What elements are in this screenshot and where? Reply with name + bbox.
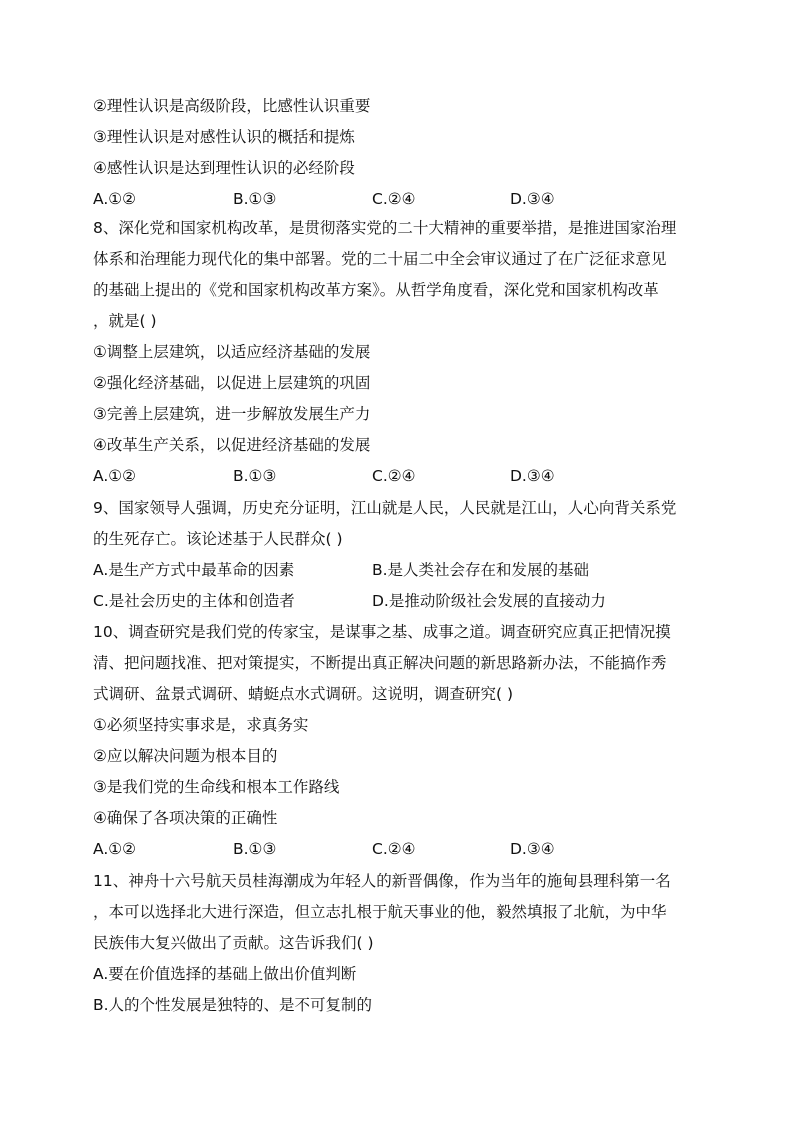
q11-option-a[interactable]: A.要在价值选择的基础上做出价值判断 <box>93 965 357 983</box>
q9-stem-line: 的生死存亡。该论述基于人民群众( ) <box>93 530 343 548</box>
q9-stem-line: 9、国家领导人强调，历史充分证明，江山就是人民，人民就是江山，人心向背关系党 <box>93 499 677 517</box>
q9-option-b[interactable]: B.是人类社会存在和发展的基础 <box>372 561 590 579</box>
q10-statement-2: ②应以解决问题为根本目的 <box>93 747 278 765</box>
q8-statement-4: ④改革生产关系，以促进经济基础的发展 <box>93 436 371 454</box>
q8-statement-1: ①调整上层建筑，以适应经济基础的发展 <box>93 343 371 361</box>
q7-statement-3: ③理性认识是对感性认识的概括和提炼 <box>93 128 355 146</box>
q7-option-b[interactable]: B.①③ <box>233 190 277 208</box>
q11-option-b[interactable]: B.人的个性发展是独特的、是不可复制的 <box>93 996 373 1014</box>
q10-option-a[interactable]: A.①② <box>93 840 137 858</box>
q8-stem-line: 8、深化党和国家机构改革，是贯彻落实党的二十大精神的重要举措，是推进国家治理 <box>93 219 677 237</box>
q10-statement-4: ④确保了各项决策的正确性 <box>93 809 278 827</box>
q7-options <box>93 184 705 215</box>
q10-statement-3: ③是我们党的生命线和根本工作路线 <box>93 778 340 796</box>
q8-option-b[interactable]: B.①③ <box>233 467 277 485</box>
q7-statement-2: ②理性认识是高级阶段，比感性认识重要 <box>93 97 371 115</box>
q7-statement-4: ④感性认识是达到理性认识的必经阶段 <box>93 159 355 177</box>
q8-option-c[interactable]: C.②④ <box>372 467 416 485</box>
q11-stem-line: 11、神舟十六号航天员桂海潮成为年轻人的新晋偶像，作为当年的施甸县理科第一名 <box>93 872 671 890</box>
q10-statement-1: ①必须坚持实事求是，求真务实 <box>93 716 309 734</box>
q7-option-a[interactable]: A.①② <box>93 190 137 208</box>
q8-stem-line: 的基础上提出的《党和国家机构改革方案》。从哲学角度看，深化党和国家机构改革 <box>93 281 659 299</box>
q8-stem-line: 体系和治理能力现代化的集中部署。党的二十届二中全会审议通过了在广泛征求意见 <box>93 250 667 268</box>
q11-stem-line: 民族伟大复兴做出了贡献。这告诉我们( ) <box>93 934 374 952</box>
q9-option-c[interactable]: C.是社会历史的主体和创造者 <box>93 592 295 610</box>
q8-option-d[interactable]: D.③④ <box>510 467 555 485</box>
q10-stem-line: 10、调查研究是我们党的传家宝，是谋事之基、成事之道。调查研究应真正把情况摸 <box>93 623 671 641</box>
q9-option-a[interactable]: A.是生产方式中最革命的因素 <box>93 561 295 579</box>
q10-option-d[interactable]: D.③④ <box>510 840 555 858</box>
q10-option-c[interactable]: C.②④ <box>372 840 416 858</box>
q8-stem-line: ，就是( ) <box>93 312 157 330</box>
q9-option-d[interactable]: D.是推动阶级社会发展的直接动力 <box>372 592 606 610</box>
q9-options-row-1 <box>93 555 705 586</box>
q11-stem-line: ，本可以选择北大进行深造，但立志扎根于航天事业的他，毅然填报了北航，为中华 <box>93 903 667 921</box>
q8-statement-3: ③完善上层建筑，进一步解放发展生产力 <box>93 405 371 423</box>
q10-options <box>93 834 705 865</box>
q8-option-a[interactable]: A.①② <box>93 467 137 485</box>
q8-statement-2: ②强化经济基础，以促进上层建筑的巩固 <box>93 374 371 392</box>
q10-stem-line: 清、把问题找准、把对策提实，不断提出真正解决问题的新思路新办法，不能搞作秀 <box>93 654 667 672</box>
q10-stem-line: 式调研、盆景式调研、蜻蜓点水式调研。这说明，调查研究( ) <box>93 685 514 703</box>
q9-options-row-2 <box>93 586 705 617</box>
q8-options <box>93 461 705 492</box>
q7-option-d[interactable]: D.③④ <box>510 190 555 208</box>
q10-option-b[interactable]: B.①③ <box>233 840 277 858</box>
q7-option-c[interactable]: C.②④ <box>372 190 416 208</box>
